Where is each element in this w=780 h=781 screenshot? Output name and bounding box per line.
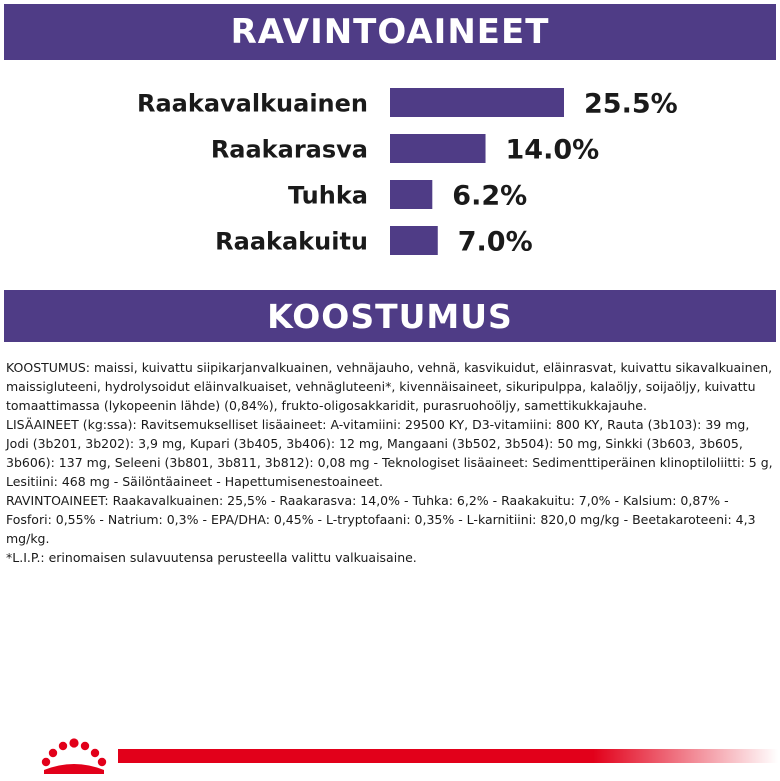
footer-accent-line: [118, 749, 778, 763]
category-label: Raakavalkuainen: [136, 89, 368, 118]
composition-text: [6, 358, 774, 567]
bar: [390, 134, 486, 163]
footnote: *L.I.P.: erinomaisen sulavuutensa perusteella valittu valkuaisaine.: [6, 550, 417, 565]
nutrients-bar-chart: [0, 70, 780, 270]
bar: [390, 180, 432, 209]
value-label: 6.2%: [452, 180, 528, 212]
bar: [390, 226, 438, 255]
nutrients-heading: RAVINTOAINEET: [230, 12, 550, 52]
lisaaineet-paragraph: LISÄAINEET (kg:ssa): Ravitsemukselliset lisäaineet: A-vitamiini: 29500 KY, D3-vitamiini: 800 KY, Rauta (3b103): 39 mg, Jodi (3b201, 3b202): 3,9 mg, Kupari (3b405, 3b406): 12 mg, Mangaani (3b502, 3b504): 50 mg, Sinkki (3b603, 3b605, 3b606): 137 mg, Seleeni (3b801, 3b811, 3b812): 0,08 mg - Teknologiset lisäaineet: Sedimenttiperäinen klinoptiloliitti: 5 g, Lesitiini: 468 mg - Säilöntäaineet - Hapettumisenestoaineet.: [6, 417, 773, 489]
category-label: Tuhka: [287, 181, 368, 210]
ravintoaineet-paragraph: RAVINTOAINEET: Raakavalkuainen: 25,5% - Raakarasva: 14,0% - Tuhka: 6,2% - Raakakuitu: 7,0% - Kalsium: 0,87% - Fosfori: 0,55% - Natrium: 0,3% - EPA/DHA: 0,45% - L-tryptofaani: 0,35% - L-karnitiini: 820,0 mg/kg - Beetakaroteeni: 4,3 mg/kg.: [6, 493, 756, 546]
composition-banner: [4, 290, 776, 342]
value-label: 14.0%: [505, 134, 600, 166]
nutrients-banner: [4, 4, 776, 60]
composition-heading: KOOSTUMUS: [267, 296, 513, 336]
category-label: Raakakuitu: [215, 227, 368, 256]
category-label: Raakarasva: [210, 135, 368, 164]
koostumus-paragraph: KOOSTUMUS: maissi, kuivattu siipikarjanvalkuainen, vehnäjauho, vehnä, kasvikuidut, eläinrasvat, kuivattu sikavalkuainen, maissigluteeni, hydrolysoidut eläinvalkuaiset, vehnägluteeni*, kivennäisaineet, sikuripulppa, kalaöljy, soijaöljy, kuivattu tomaattimassa (lykopeenin lähde) (0,84%), frukto-oligosakkaridit, purasruohoöljy, samettikukkajauhe.: [6, 360, 773, 413]
crown-icon: [36, 734, 116, 774]
bar: [390, 88, 564, 117]
value-label: 25.5%: [584, 88, 678, 120]
value-label: 7.0%: [457, 226, 533, 258]
